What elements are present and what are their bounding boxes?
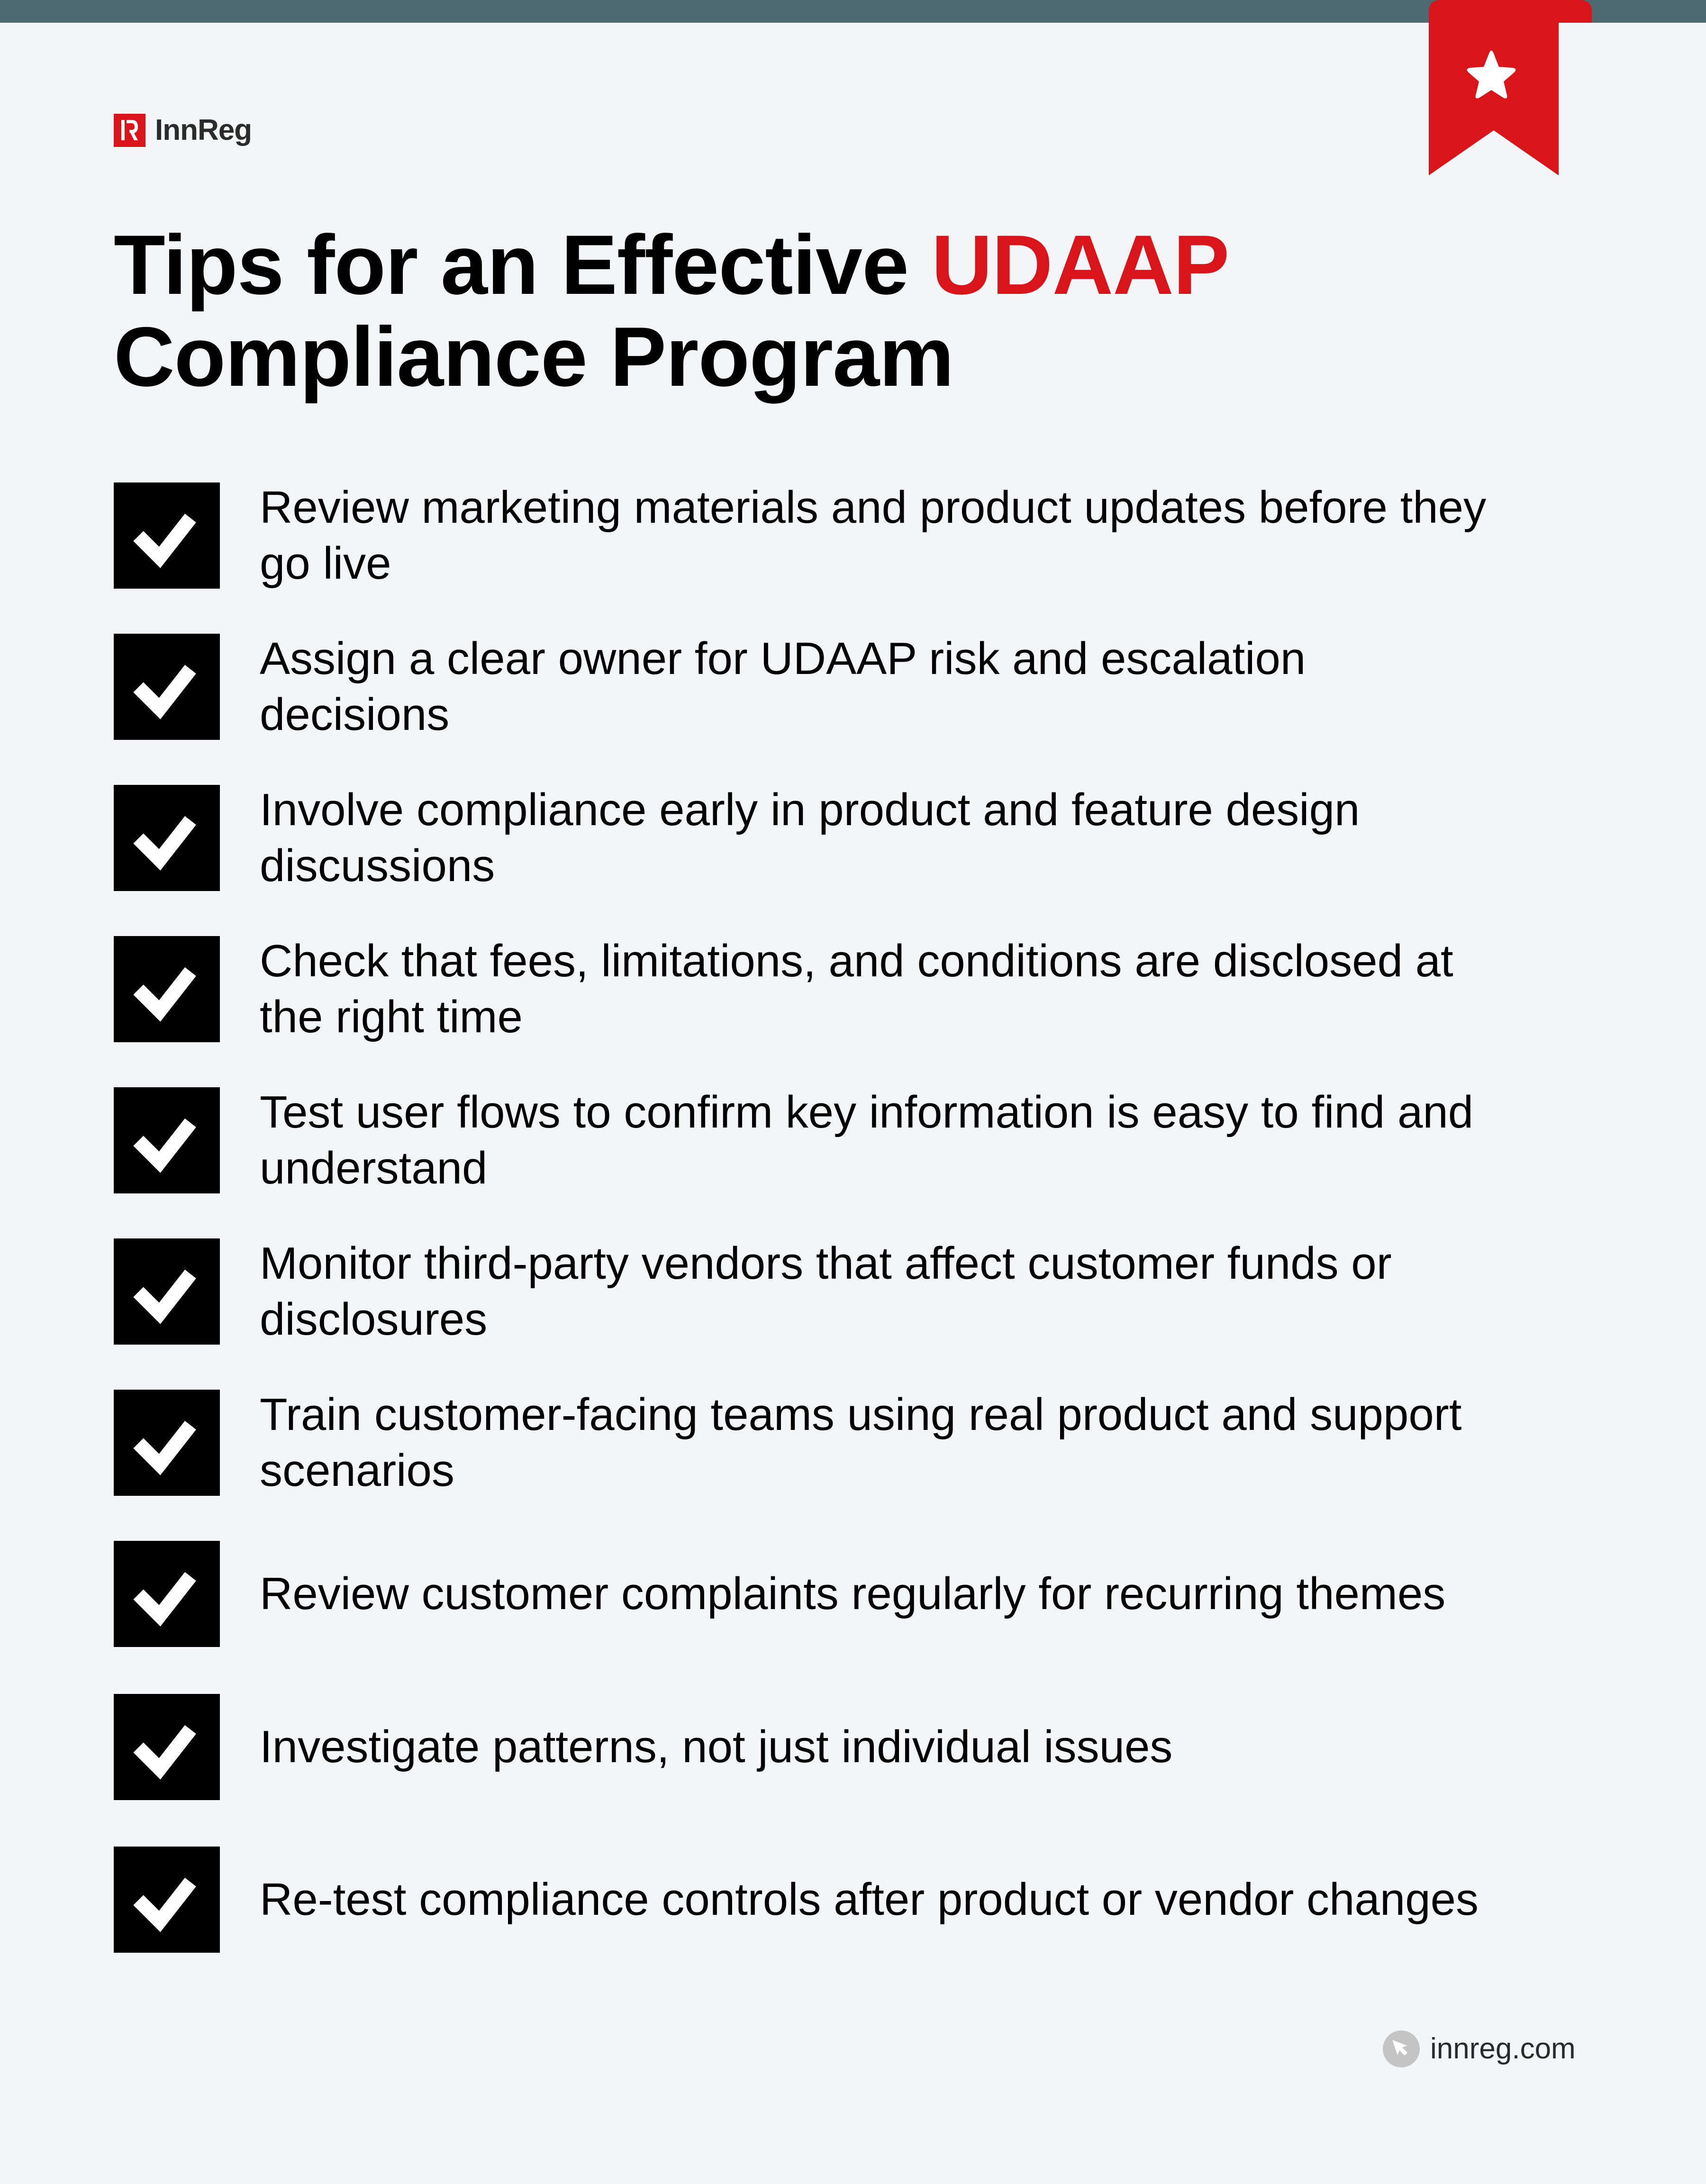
brand-name: InnReg xyxy=(155,114,252,146)
checkmark-icon xyxy=(114,1541,220,1647)
checkmark-icon xyxy=(114,785,220,891)
checklist-item xyxy=(114,1694,1535,1800)
footer-link[interactable] xyxy=(1383,2030,1576,2067)
checklist-item-text: Re-test compliance controls after product or vendor changes xyxy=(260,1874,1479,1925)
page-title xyxy=(114,219,1229,403)
checklist-item-text: Review marketing materials and product updates before they go live xyxy=(260,482,1487,589)
checklist-item-text: Involve compliance early in product and feature design discussions xyxy=(260,784,1360,891)
bookmark-star-icon xyxy=(1429,0,1592,175)
logo-mark-icon xyxy=(114,114,145,147)
checklist-item xyxy=(114,1087,1535,1193)
checklist-item xyxy=(114,936,1535,1042)
checkmark-icon xyxy=(114,634,220,740)
checklist-item-text: Assign a clear owner for UDAAP risk and escalation decisions xyxy=(260,633,1306,740)
checklist-item-text: Check that fees, limitations, and conditions are disclosed at the right time xyxy=(260,936,1453,1042)
checklist-item-text: Train customer-facing teams using real product and support scenarios xyxy=(260,1389,1462,1496)
checklist-item-text: Monitor third-party vendors that affect customer funds or disclosures xyxy=(260,1238,1392,1345)
brand-logo xyxy=(114,114,252,147)
title-prefix: Tips for an Effective xyxy=(114,218,932,312)
checkmark-icon xyxy=(114,1087,220,1193)
checklist-item xyxy=(114,1847,1535,1953)
checklist-item xyxy=(114,1541,1535,1647)
footer-url[interactable]: innreg.com xyxy=(1430,2032,1576,2065)
checklist-item-text: Investigate patterns, not just individual issues xyxy=(260,1721,1173,1772)
checkmark-icon xyxy=(114,1847,220,1953)
checklist-item-text: Test user flows to confirm key information is easy to find and understand xyxy=(260,1087,1474,1193)
checkmark-icon xyxy=(114,482,220,589)
title-line-2: Compliance Program xyxy=(114,309,954,404)
title-highlight: UDAAP xyxy=(931,218,1229,312)
checkmark-icon xyxy=(114,1390,220,1496)
checklist-item xyxy=(114,785,1535,891)
checkmark-icon xyxy=(114,936,220,1042)
checklist-item xyxy=(114,634,1535,740)
checkmark-icon xyxy=(114,1238,220,1345)
cursor-icon xyxy=(1383,2030,1420,2067)
checkmark-icon xyxy=(114,1694,220,1800)
checklist-item-text: Review customer complaints regularly for recurring themes xyxy=(260,1568,1446,1619)
checklist-item xyxy=(114,482,1535,589)
checklist-item xyxy=(114,1390,1535,1496)
checklist-item xyxy=(114,1238,1535,1345)
